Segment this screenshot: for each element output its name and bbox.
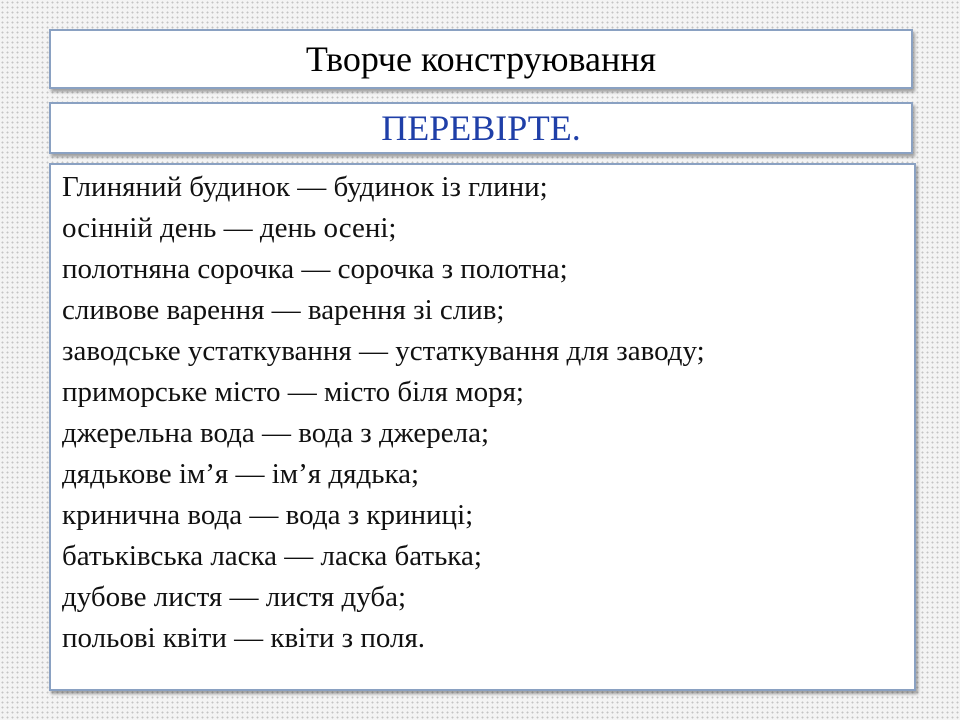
- answer-list-box: [49, 163, 916, 691]
- list-item: заводське устаткування — устаткування для заводу;: [62, 335, 705, 367]
- list-item: батьківська ласка — ласка батька;: [62, 540, 482, 572]
- check-box: [49, 102, 913, 154]
- list-item: осінній день — день осені;: [62, 212, 397, 244]
- list-item: дядькове ім’я — ім’я дядька;: [62, 458, 420, 490]
- list-item: приморське місто — місто біля моря;: [62, 376, 524, 408]
- answer-list: [62, 167, 914, 659]
- list-item: польові квіти — квіти з поля.: [62, 622, 426, 654]
- list-item: полотняна сорочка — сорочка з полотна;: [62, 253, 568, 285]
- slide-title: Творче конструювання: [305, 39, 657, 79]
- list-item: дубове листя — листя дуба;: [62, 581, 407, 613]
- check-label: ПЕРЕВІРТЕ.: [381, 108, 581, 148]
- title-box: [49, 29, 913, 89]
- list-item: Глиняний будинок — будинок із глини;: [62, 171, 548, 203]
- list-item: кринична вода — вода з криниці;: [62, 499, 474, 531]
- list-item: джерельна вода — вода з джерела;: [62, 417, 490, 449]
- list-item: сливове варення — варення зі слив;: [62, 294, 505, 326]
